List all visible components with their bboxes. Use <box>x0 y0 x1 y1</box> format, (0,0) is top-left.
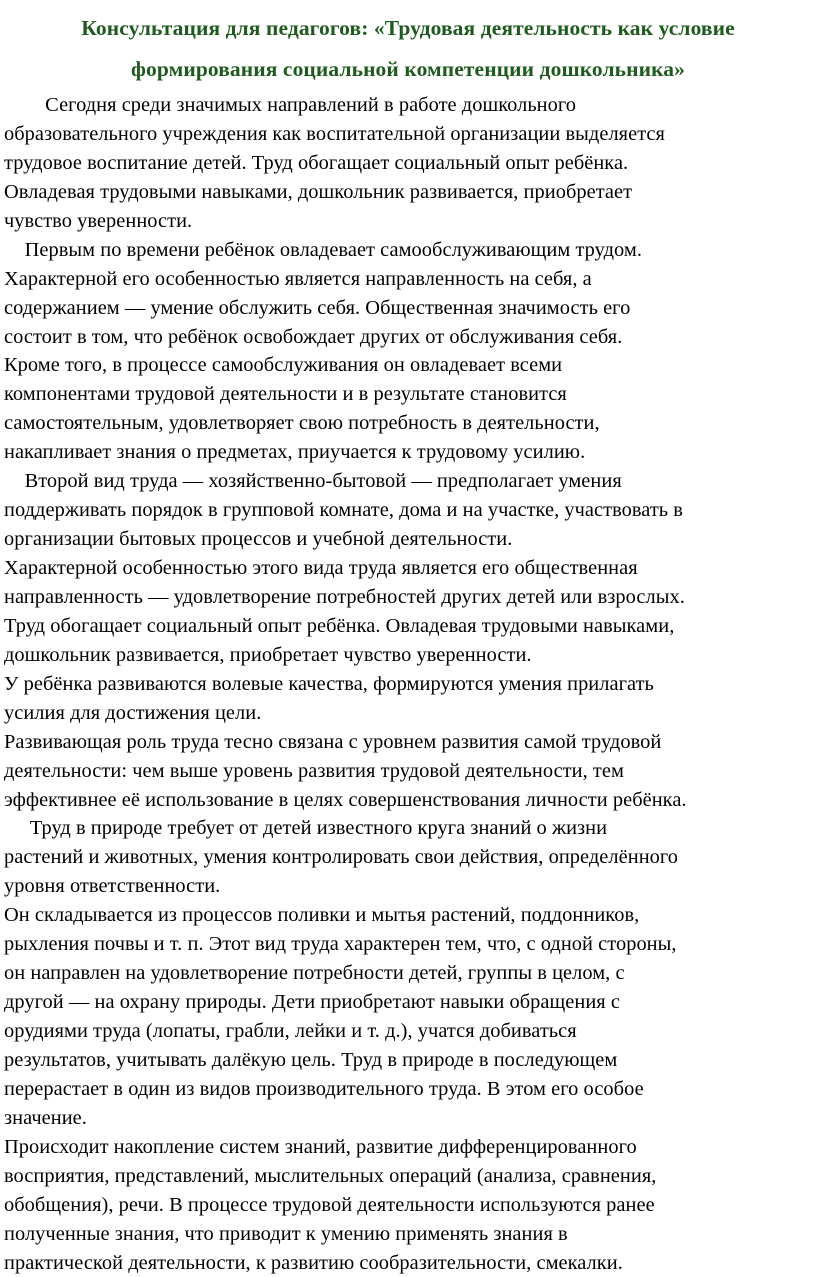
text-line: У ребёнка развиваются волевые качества, формируются умения прилагать <box>4 670 812 699</box>
text-line: Развивающая роль труда тесно связана с уровнем развития самой трудовой <box>4 728 812 757</box>
text-line: состоит в том, что ребёнок освобождает других от обслуживания себя. <box>4 323 812 352</box>
text-line: образовательного учреждения как воспитательной организации выделяется <box>4 120 812 149</box>
text-line: Сегодня среди значимых направлений в работе дошкольного <box>4 91 812 120</box>
text-line: обобщения), речи. В процессе трудовой деятельности используются ранее <box>4 1191 812 1220</box>
text-line: организации бытовых процессов и учебной деятельности. <box>4 525 812 554</box>
text-line: Первым по времени ребёнок овладевает самообслуживающим трудом. <box>4 236 812 265</box>
text-line: Происходит накопление систем знаний, развитие дифференцированного <box>4 1133 812 1162</box>
text-line: содержанием — умение обслужить себя. Общественная значимость его <box>4 294 812 323</box>
text-line: Труд обогащает социальный опыт ребёнка. Овладевая трудовыми навыками, <box>4 612 812 641</box>
text-line: Овладевая трудовыми навыками, дошкольник развивается, приобретает <box>4 178 812 207</box>
text-line: деятельности: чем выше уровень развития трудовой деятельности, тем <box>4 757 812 786</box>
text-line: Кроме того, в процессе самообслуживания он овладевает всеми <box>4 351 812 380</box>
text-line: компонентами трудовой деятельности и в результате становится <box>4 380 812 409</box>
document-title <box>4 8 812 90</box>
title-line-2: формирования социальной компетенции дошкольника» <box>4 49 812 90</box>
text-line: полученные знания, что приводит к умению применять знания в <box>4 1220 812 1249</box>
text-line: перерастает в один из видов производительного труда. В этом его особое <box>4 1075 812 1104</box>
text-line: Второй вид труда — хозяйственно-бытовой — предполагает умения <box>4 467 812 496</box>
text-line: Характерной особенностью этого вида труда является его общественная <box>4 554 812 583</box>
text-line: растений и животных, умения контролировать свои действия, определённого <box>4 843 812 872</box>
title-line-1: Консультация для педагогов: «Трудовая деятельность как условие <box>4 8 812 49</box>
text-line: восприятия, представлений, мыслительных операций (анализа, сравнения, <box>4 1162 812 1191</box>
document-body <box>4 91 812 1277</box>
text-line: эффективнее её использование в целях совершенствования личности ребёнка. <box>4 786 812 815</box>
text-line: самостоятельным, удовлетворяет свою потребность в деятельности, <box>4 409 812 438</box>
text-line: накапливает знания о предметах, приучается к трудовому усилию. <box>4 438 812 467</box>
text-line: рыхления почвы и т. п. Этот вид труда характерен тем, что, с одной стороны, <box>4 930 812 959</box>
text-line: дошкольник развивается, приобретает чувство уверенности. <box>4 641 812 670</box>
text-line: Он складывается из процессов поливки и мытья растений, поддонников, <box>4 901 812 930</box>
text-line: усилия для достижения цели. <box>4 699 812 728</box>
text-line: другой — на охрану природы. Дети приобретают навыки обращения с <box>4 988 812 1017</box>
text-line: Характерной его особенностью является направленность на себя, а <box>4 265 812 294</box>
text-line: направленность — удовлетворение потребностей других детей или взрослых. <box>4 583 812 612</box>
text-line: значение. <box>4 1104 812 1133</box>
text-line: орудиями труда (лопаты, грабли, лейки и т. д.), учатся добиваться <box>4 1017 812 1046</box>
text-line: трудовое воспитание детей. Труд обогащает социальный опыт ребёнка. <box>4 149 812 178</box>
text-line: чувство уверенности. <box>4 207 812 236</box>
text-line: он направлен на удовлетворение потребности детей, группы в целом, с <box>4 959 812 988</box>
text-line: уровня ответственности. <box>4 872 812 901</box>
text-line: Труд в природе требует от детей известного круга знаний о жизни <box>4 814 812 843</box>
text-line: результатов, учитывать далёкую цель. Труд в природе в последующем <box>4 1046 812 1075</box>
text-line: поддерживать порядок в групповой комнате, дома и на участке, участвовать в <box>4 496 812 525</box>
text-line: практической деятельности, к развитию сообразительности, смекалки. <box>4 1249 812 1277</box>
